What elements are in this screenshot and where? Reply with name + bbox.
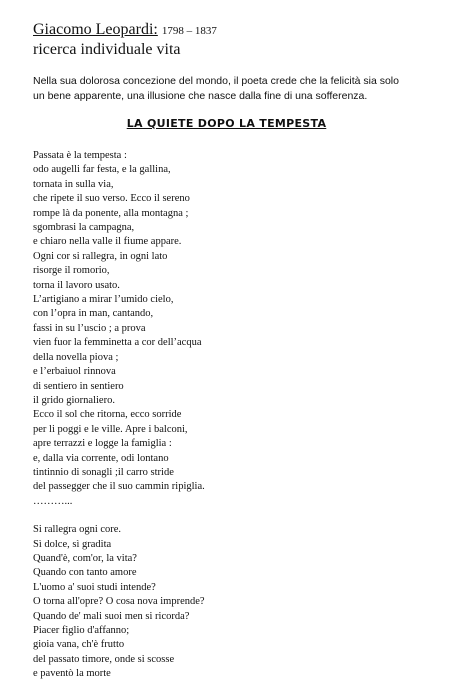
poem-verse: odo augelli far festa, e la gallina,: [33, 164, 171, 176]
poem-verse: tintinnio di sonagli ;il carro stride: [33, 466, 174, 478]
poem-verse: torna il lavoro usato.: [33, 279, 120, 291]
poem-verse: Passata è la tempesta :: [33, 150, 127, 161]
poem-verse: tornata in sulla via,: [33, 178, 114, 190]
poem-verse: con l’opra in man, cantando,: [33, 308, 154, 320]
poem-verse: fassi in su l’uscio ; a prova: [33, 322, 146, 334]
poem-verse: Quando de' mali suoi men si ricorda?: [33, 610, 190, 622]
poem-verse: e paventò la morte: [33, 668, 111, 680]
poem-verse: O torna all'opre? O cosa nova imprende?: [33, 596, 205, 608]
poem-verse: apre terrazzi e logge la famiglia :: [33, 438, 172, 450]
poem-verse: che ripete il suo verso. Ecco il sereno: [33, 193, 190, 205]
poem-verse: Si rallegra ogni core.: [33, 524, 122, 536]
poem-body: [33, 149, 433, 682]
poem-verse: della novella piova ;: [33, 351, 119, 363]
poem-verse: ………...: [33, 495, 73, 507]
poem-verse: Ogni cor si rallegra, in ogni lato: [33, 250, 168, 262]
life-dates: 1798 – 1837: [161, 25, 217, 37]
poem-verse: del passegger che il suo cammin ripiglia.: [33, 481, 205, 493]
poem-verse: Ecco il sol che ritorna, ecco sorride: [33, 409, 182, 421]
poem-verse: L'uomo a' suoi studi intende?: [33, 581, 156, 593]
poem-verse: rompe là da ponente, alla montagna ;: [33, 207, 189, 219]
poem-verse: vien fuor la femminetta a cor dell’acqua: [33, 337, 202, 349]
poem-verse: Quando con tanto amore: [33, 567, 137, 579]
poem-verse: risorge il romorio,: [33, 265, 110, 277]
document-header: [33, 20, 433, 60]
poem-verse: Sì dolce, sì gradita: [33, 538, 112, 550]
poem-verse: per li poggi e le ville. Apre i balconi,: [33, 423, 188, 435]
poem-verse: Piacer figlio d'affanno;: [33, 625, 130, 636]
intro-paragraph: Nella sua dolorosa concezione del mondo, il poeta crede che la felicità sia solo un bene apparente, una illusione che nasce dalla fine di una sofferenza.: [33, 75, 399, 102]
poem-verse: e chiaro nella valle il fiume appare.: [33, 236, 182, 248]
poem-verse: gioia vana, ch'è frutto: [33, 639, 125, 651]
poem-verse: L’artigiano a mirar l’umido cielo,: [33, 294, 174, 306]
poem-title: LA QUIETE DOPO LA TEMPESTA: [126, 117, 327, 130]
author-name: Giacomo Leopardi:: [33, 21, 158, 38]
poem-stanza: [33, 149, 433, 509]
poem-verse: e, dalla via corrente, odi lontano: [33, 452, 169, 464]
poem-stanza: [33, 523, 433, 681]
document-subtitle: ricerca individuale vita: [33, 41, 181, 58]
poem-verse: di sentiero in sentiero: [33, 380, 124, 392]
poem-verse: del passato timore, onde si scosse: [33, 653, 175, 665]
poem-verse: Quand'è, com'or, la vita?: [33, 552, 137, 564]
poem-verse: sgombrasi la campagna,: [33, 222, 135, 234]
poem-verse: e l’erbaiuol rinnova: [33, 366, 116, 378]
title-line: [33, 20, 433, 41]
poem-verse: il grido giornaliero.: [33, 394, 115, 406]
